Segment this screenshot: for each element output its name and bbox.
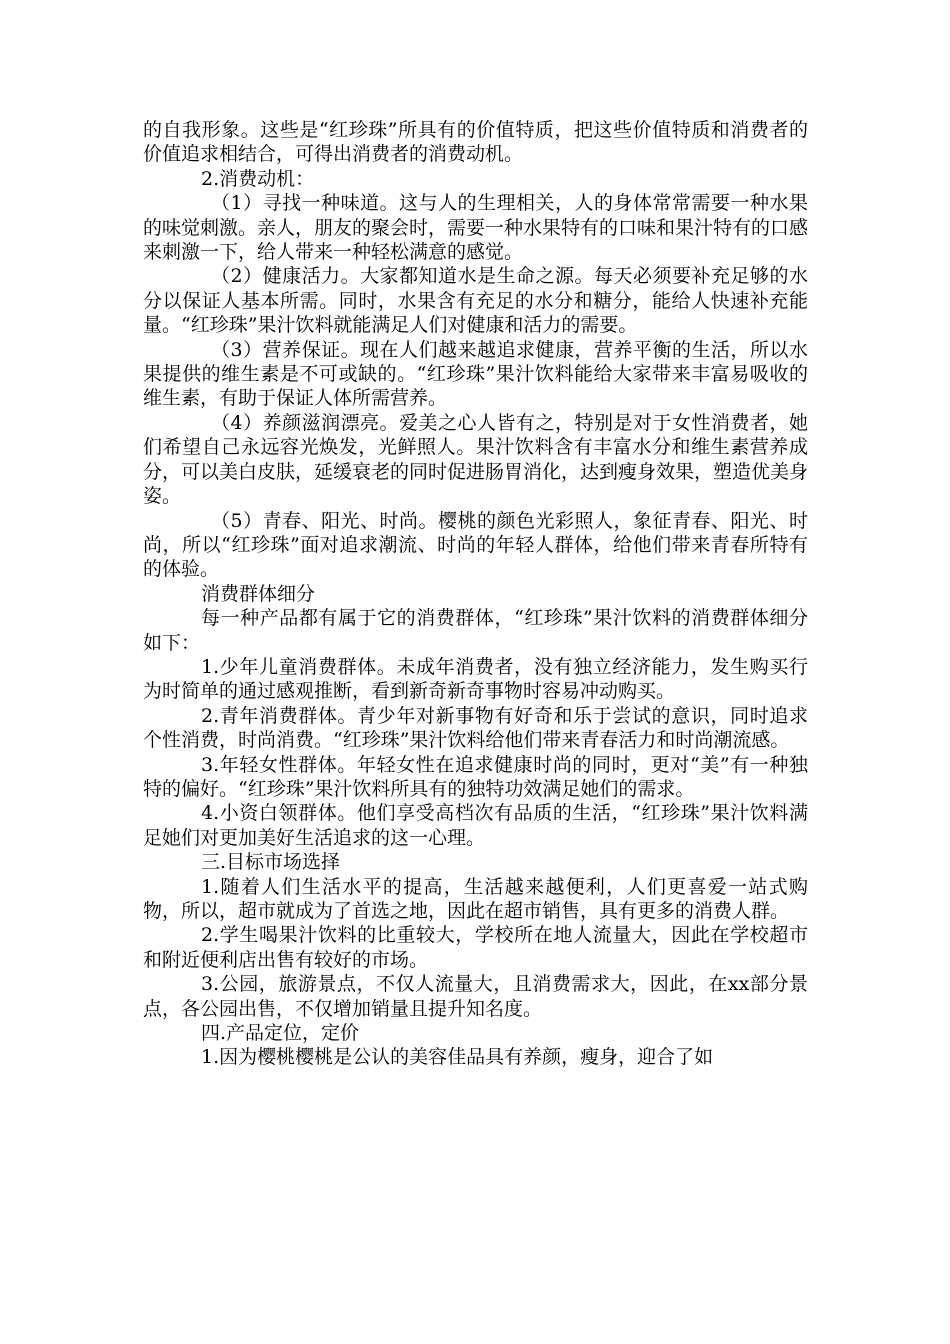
paragraph-market-supermarket: 1.随着人们生活水平的提高，生活越来越便利，人们更喜爱一站式购物，所以，超市就成为了首选之地，因此在超市销售，具有更多的消费人群。 xyxy=(143,875,808,922)
paragraph-positioning-cherry: 1.因为樱桃樱桃是公认的美容佳品具有养颜，瘦身，迎合了如 xyxy=(201,1046,714,1069)
paragraph-motive-taste: （1）寻找一种味道。这与人的生理相关，人的身体常常需要一种水果的味觉刺激。亲人，朋友的聚会时，需要一种水果特有的口味和果汁特有的口感来刺激一下，给人带来一种轻松满意的感觉。 xyxy=(143,192,809,264)
paragraph-segments-intro: 每一种产品都有属于它的消费群体，“红珍珠”果汁饮料的消费群体细分如下： xyxy=(143,607,808,654)
paragraph-segment-children: 1.少年儿童消费群体。未成年消费者，没有独立经济能力，发生购买行为时简单的通过感观推断，看到新奇新奇事物时容易冲动购买。 xyxy=(143,655,808,703)
paragraph-motive-nutrition: （3）营养保证。现在人们越来越追求健康，营养平衡的生活，所以水果提供的维生素是不可或缺的。“红珍珠”果汁饮料能给大家带来丰富易吸收的维生素，有助于保证人体所需营养。 xyxy=(143,338,808,410)
heading-positioning-pricing: 四.产品定位，定价 xyxy=(201,1022,360,1045)
paragraph-motive-health: （2）健康活力。大家都知道水是生命之源。每天必须要补充足够的水分以保证人基本所需。同时，水果含有充足的水分和糖分，能给人快速补充能量。“红珍珠”果汁饮料就能满足人们对健康和活力的需要。 xyxy=(143,265,808,337)
heading-consumption-motive: 2.消费动机： xyxy=(201,167,315,190)
heading-target-market: 三.目标市场选择 xyxy=(201,851,341,874)
paragraph-segment-young-women: 3.年轻女性群体。年轻女性在追求健康时尚的同时，更对“美”有一种独特的偏好。“红珍珠”果汁饮料所具有的独特功效满足她们的需求。 xyxy=(143,753,808,800)
paragraph-segment-youth: 2.青年消费群体。青少年对新事物有好奇和乐于尝试的意识，同时追求个性消费，时尚消费。“红珍珠”果汁饮料给他们带来青春活力和时尚潮流感。 xyxy=(143,704,808,752)
paragraph-segment-white-collar: 4.小资白领群体。他们享受高档次有品质的生活，“红珍珠”果汁饮料满足她们对更加美好生活追求的这一心理。 xyxy=(143,802,808,849)
paragraph-motive-beauty: （4）养颜滋润漂亮。爱美之心人皆有之，特别是对于女性消费者，她们希望自己永远容光焕发，光鲜照人。果汁饮料含有丰富水分和维生素营养成分，可以美白皮肤，延缓衰老的同时促进肠胃消化，达到瘦身效果，塑造优美身姿。 xyxy=(143,411,809,508)
paragraph-market-parks: 3.公园，旅游景点，不仅人流量大，且消费需求大，因此，在xx部分景点，各公园出售，不仅增加销量且提升知名度。 xyxy=(143,973,808,1020)
document-body xyxy=(143,118,808,1070)
heading-consumer-segments: 消费群体细分 xyxy=(201,582,316,605)
paragraph-motive-youth: （5）青春、阳光、时尚。樱桃的颜色光彩照人，象征青春、阳光、时尚，所以“红珍珠”面对追求潮流、时尚的年轻人群体，给他们带来青春所特有的体验。 xyxy=(143,509,808,581)
paragraph-market-school: 2.学生喝果汁饮料的比重较大，学校所在地人流量大，因此在学校超市和附近便利店出售有较好的市场。 xyxy=(143,924,808,971)
paragraph-self-image: 的自我形象。这些是“红珍珠”所具有的价值特质，把这些价值特质和消费者的价值追求相结合，可得出消费者的消费动机。 xyxy=(143,119,808,166)
